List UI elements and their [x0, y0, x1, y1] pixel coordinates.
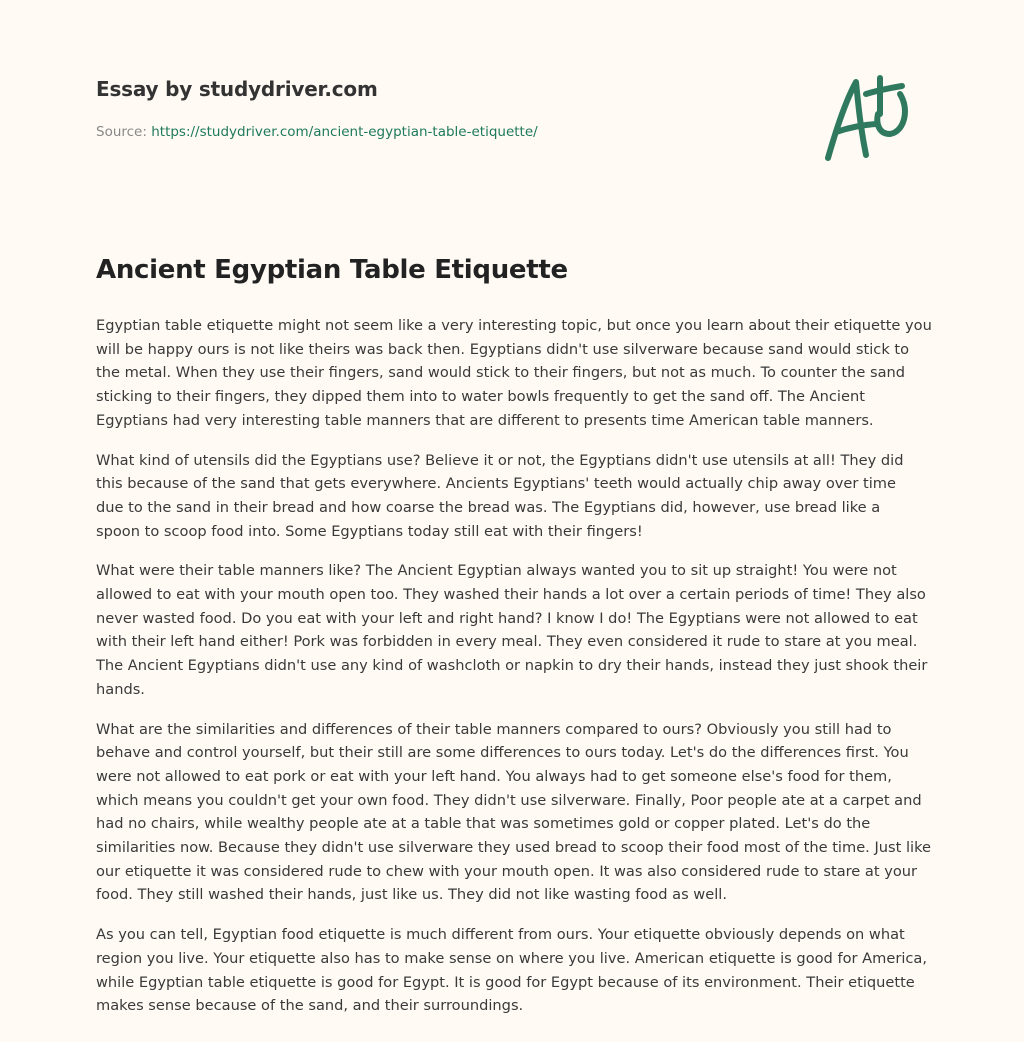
- paragraph-line: our etiquette it was considered rude to chew with your mouth open. It was also considered rude to stare at your: [96, 862, 918, 880]
- paragraph-line: spoon to scoop food into. Some Egyptians today still eat with their fingers!: [96, 522, 643, 540]
- article-paragraph: [96, 718, 936, 908]
- paragraph-line: What were their table manners like? The Ancient Egyptian always wanted you to sit up straight! You were not: [96, 562, 897, 580]
- paragraph-line: region you live. Your etiquette also has to make sense on where you live. American etiquette is good for America,: [96, 949, 927, 967]
- paragraph-line: had no chairs, while wealthy people ate at a table that was sometimes gold or copper plated. Let's do the: [96, 815, 871, 833]
- article-paragraph: [96, 923, 936, 1018]
- paragraph-line: Egyptian table etiquette might not seem like a very interesting topic, but once you learn about their etiquette you: [96, 317, 932, 334]
- paragraph-line: food. They still washed their hands, just like us. They did not like wasting food as well.: [96, 886, 727, 904]
- paragraph-line: makes sense because of the sand, and their surroundings.: [96, 997, 524, 1015]
- paragraph-line: What are the similarities and differences of their table manners compared to ours? Obviously you still had to: [96, 720, 892, 738]
- paragraph-line: never wasted food. Do you eat with your left and right hand? I know I do! The Egyptians were not allowed to eat: [96, 609, 918, 627]
- article-paragraph: [96, 449, 936, 544]
- paragraph-line: sticking to their fingers, they dipped them into to water bowls frequently to get the sand off. The Ancient: [96, 388, 865, 406]
- source-label: Source:: [96, 124, 147, 140]
- paragraph-line: hands.: [96, 680, 145, 698]
- paragraph-line: similarities now. Because they didn't use silverware they used bread to scoop their food most of the time. Just like: [96, 839, 931, 857]
- source-line: [96, 124, 538, 140]
- paragraph-line: with their left hand either! Pork was forbidden in every meal. They even considered it rude to stare at you meal.: [96, 633, 918, 651]
- paragraph-line: were not allowed to eat pork or eat with your left hand. You always had to get someone else's food for them,: [96, 767, 892, 785]
- paragraph-line: will be happy ours is not like theirs was back then. Egyptians didn't use silverware because sand would stick to: [96, 340, 910, 358]
- paragraph-line: allowed to eat with your mouth open too. They washed their hands a lot over a certain periods of time! They also: [96, 586, 926, 604]
- paragraph-line: As you can tell, Egyptian food etiquette is much different from ours. Your etiquette obviously depends on what: [96, 926, 905, 944]
- paragraph-line: What kind of utensils did the Egyptians use? Believe it or not, the Egyptians didn't use utensils at all! They did: [96, 451, 904, 469]
- article-title: Ancient Egyptian Table Etiquette: [96, 255, 568, 285]
- paragraph-line: behave and control yourself, but their still are some differences to ours today. Let's do the differences first. You: [96, 744, 909, 762]
- source-link[interactable]: https://studydriver.com/ancient-egyptian-table-etiquette/: [151, 124, 538, 140]
- paragraph-line: while Egyptian table etiquette is good for Egypt. It is good for Egypt because of its environment. Their etiquette: [96, 973, 915, 991]
- article-paragraph: [96, 314, 936, 433]
- a-plus-logo-icon: [820, 70, 930, 165]
- paragraph-line: due to the sand in their bread and how coarse the bread was. The Egyptians did, however, use bread like a: [96, 498, 881, 516]
- paragraph-line: The Ancient Egyptians didn't use any kind of washcloth or napkin to dry their hands, instead they just shook their: [96, 657, 928, 675]
- article-body: [96, 314, 936, 1034]
- paragraph-line: Egyptians had very interesting table manners that are different to presents time American table manners.: [96, 411, 874, 429]
- paragraph-line: this because of the sand that gets everywhere. Ancients Egyptians' teeth would actually chip away over time: [96, 475, 896, 493]
- paragraph-line: which means you couldn't get your own food. They didn't use silverware. Finally, Poor people ate at a carpet and: [96, 791, 922, 809]
- paragraph-line: the metal. When they use their fingers, sand would stick to their fingers, but not as much. To counter the sand: [96, 364, 906, 382]
- site-title: Essay by studydriver.com: [96, 77, 378, 101]
- article-paragraph: [96, 559, 936, 701]
